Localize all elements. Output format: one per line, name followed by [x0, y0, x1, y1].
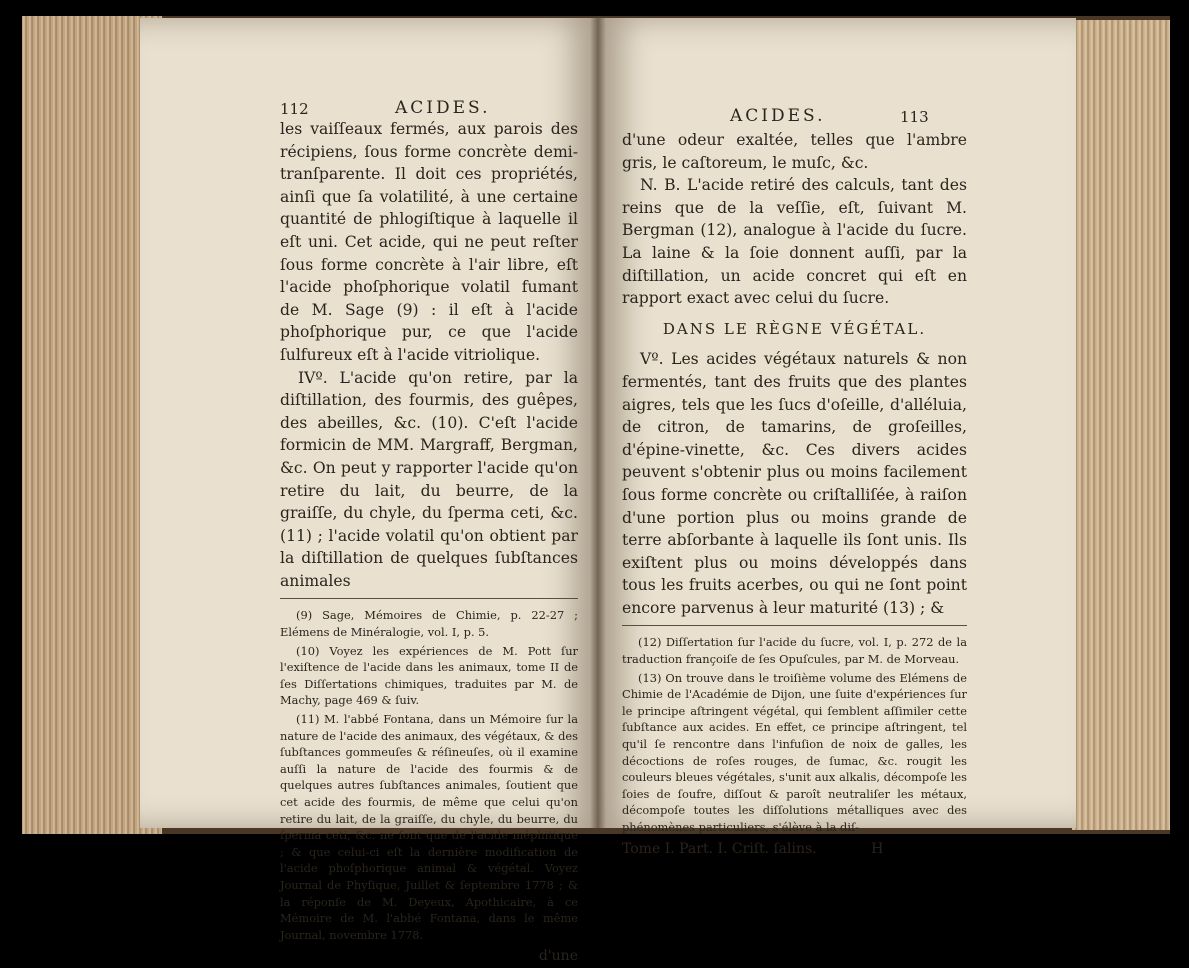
signature-line: [622, 838, 967, 861]
body-paragraph: N. B. L'acide retiré des calculs, tant des reins que de la veſſie, eſt, ſuivant M. Bergman (12), analogue à l'acide du ſucre. La laine & la ſoie donnent auſſi, par la diſtillation, un acide concret qui eſt en rapport exact avec celui du ſucre.: [622, 176, 967, 308]
body-paragraph: Vº. Les acides végétaux naturels & non fermentés, tant des fruits que des plantes aigres, tels que les ſucs d'oſeille, d'alléluia, de citron, de tamarins, de groſeilles, d'épine-vinette, &c. Ces divers acides peuvent s'obtenir plus ou moins facilement ſous forme concrète ou criſtalliſée, à raiſon d'une portion plus ou moins grande de terre abſorbante à laquelle ils ſont unis. Ils exiſtent plus ou moins développés dans tous les fruits acerbes, ou qui ne ſont point encore parvenus à leur maturité (13) ; &: [622, 350, 967, 617]
body-paragraph: d'une odeur exaltée, telles que l'ambre gris, le caſtoreum, le muſc, &c.: [622, 131, 967, 172]
section-heading: DANS LE RÈGNE VÉGÉTAL.: [662, 319, 927, 338]
body-paragraph: IVº. L'acide qu'on retire, par la diſtillation, des fourmis, des guêpes, des abeilles, &c. (10). C'eſt l'acide formicin de MM. Margraff, Bergman, &c. On peut y rapporter l'acide qu'on retire du lait, du beurre, de la graiſſe, du chyle, du ſperma ceti, &c. (11) ; l'acide volatil qu'on obtient par la diſtillation de quelques ſubſtances animales: [280, 368, 578, 590]
signature-letter: H: [871, 840, 884, 857]
page-number: 112: [280, 100, 309, 118]
footnote: (13) On trouve dans le troiſième volume des Elémens de Chimie de l'Académie de Dijon, une ſuite d'expériences ſur le principe aſtringent végétal, qui ſemblent aſſimiler cette ſubſtance aux acides. En effet, ce principe aſtringent, tel qu'il ſe rencontre dans l'infuſion de noix de galles, les décoctions de roſes rouges, de ſumac, &c. rougit les couleurs bleues végétales, s'unit aux alkalis, décompoſe les ſoies de ſoufre, diſſout & paroît neutraliſer les métaux, décompoſe toutes les diſſolutions métalliques avec des phénomènes particuliers, s'élève à la diſ-: [622, 670, 967, 834]
running-head: ACIDES.: [730, 106, 826, 126]
left-page: [140, 18, 598, 965]
signature-text: Tome I. Part. I. Criſt. ſalins.: [622, 840, 817, 857]
footnote: (11) M. l'abbé Fontana, dans un Mémoire ſur la nature de l'acide des animaux, des végétaux, & des ſubſtances gommeuſes & réſineuſes, où il examine auſſi la nature de l'acide des fourmis & de quelques autres ſubſtances animales, ſoutient que cet acide des fourmis, de même que celui qu'on retire du lait, de la graiſſe, du chyle, du beurre, du ſperma ceti, &c. ne ſont que de l'acide méphitique ; & que celui-ci eſt la dernière modification de l'acide phoſphorique animal & végétal. Voyez Journal de Phyſique, Juillet & ſeptembre 1778 ; & la réponſe de M. Deyeux, Apothicaire, à ce Mémoire de M. l'abbé Fontana, dans le même Journal, novembre 1778.: [280, 712, 578, 942]
footnote-rule: [622, 625, 967, 626]
footnote-rule: [280, 598, 578, 599]
right-page: [598, 18, 1076, 857]
book-gutter: [590, 18, 606, 828]
running-head: ACIDES.: [395, 98, 491, 118]
right-page-body: [622, 129, 967, 860]
catchword: d'une: [538, 948, 578, 965]
body-paragraph: les vaiſſeaux fermés, aux parois des récipiens, ſous forme concrète demi-tranſparente. Il doit ces propriétés, ainſi que ſa volatilité, à une certaine quantité de phlogiſtique à laquelle il eſt uni. Cet acide, qui ne peut reſter ſous forme concrète à l'air libre, eſt l'acide phoſphorique volatil fumant de M. Sage (9) : il eſt à l'acide phoſphorique pur, ce que l'acide ſulfureux eſt à l'acide vitriolique.: [280, 120, 578, 364]
page-number: 113: [900, 108, 929, 126]
left-page-body: [280, 118, 578, 968]
footnotes: [280, 607, 578, 943]
footnote: (10) Voyez les expériences de M. Pott ſur l'exiſtence de l'acide dans les animaux, tome II de ſes Diſſertations chimiques, traduites par M. de Machy, page 469 & ſuiv.: [280, 643, 578, 708]
footnotes: [622, 634, 967, 835]
right-page-edges: [1072, 20, 1170, 830]
footnote: (12) Diſſertation ſur l'acide du ſucre, vol. I, p. 272 de la traduction françoiſe de ſes Opuſcules, par M. de Morveau.: [622, 635, 967, 667]
footnote: (9) Sage, Mémoires de Chimie, p. 22-27 ; Elémens de Minéralogie, vol. I, p. 5.: [280, 608, 578, 640]
